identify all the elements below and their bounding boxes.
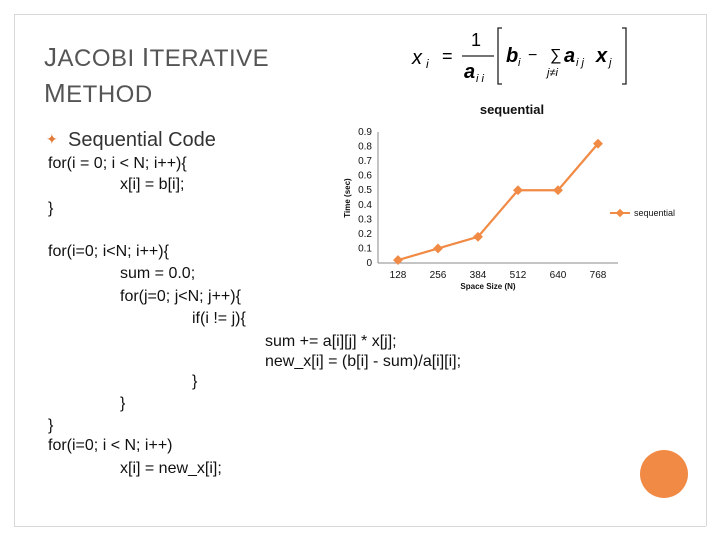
chart-y-tick-label: 0.7 xyxy=(358,156,372,168)
title-line-1 xyxy=(44,40,344,76)
slide-frame-left xyxy=(14,14,15,526)
slide-frame-bottom xyxy=(14,526,706,527)
chart-x-axis-label: Space Size (N) xyxy=(460,282,516,291)
code-line-1: for(i = 0; i < N; i++){ xyxy=(48,155,187,172)
chart-x-tick-label: 384 xyxy=(469,270,487,281)
code-line-2: x[i] = b[i]; xyxy=(120,176,185,193)
title-text-acobi: ACOBI xyxy=(57,45,142,72)
formula-lhs: x xyxy=(412,47,422,69)
formula-left-bracket xyxy=(498,28,502,84)
chart-x-tick-label: 256 xyxy=(429,270,447,281)
chart-y-tick-label: 0.5 xyxy=(358,185,372,197)
chart-y-ticks xyxy=(358,127,372,269)
code-line-6: for(j=0; j<N; j++){ xyxy=(120,288,241,305)
code-line-13: for(i=0; i < N; i++) xyxy=(48,437,173,454)
chart-y-axis-label: Time (sec) xyxy=(343,178,352,218)
formula-term-x-sub: j xyxy=(609,57,612,69)
code-line-8: sum += a[i][j] * x[j]; xyxy=(265,333,397,350)
formula-right-bracket xyxy=(622,28,626,84)
code-line-3: } xyxy=(48,200,54,217)
bullet-sequential-code xyxy=(46,128,216,151)
formula-term-a-sub: i j xyxy=(576,57,584,69)
title-line-2 xyxy=(44,76,344,112)
chart-axes xyxy=(378,132,618,263)
chart-legend xyxy=(610,208,675,218)
chart-y-tick-label: 0.8 xyxy=(358,141,372,153)
chart-series xyxy=(393,139,603,265)
chart-x-tick-label: 640 xyxy=(549,270,567,281)
title-cap-j: J xyxy=(44,42,58,72)
title-cap-m: M xyxy=(44,78,67,108)
code-line-10: } xyxy=(192,373,198,390)
chart-x-tick-label: 512 xyxy=(509,270,527,281)
formula-sum-under: j≠i xyxy=(547,67,558,79)
formula-denominator: a xyxy=(464,61,476,83)
code-line-14: x[i] = new_x[i]; xyxy=(120,460,222,477)
formula-denominator-sub: i i xyxy=(476,73,484,85)
bullet-mark-icon: ✦ xyxy=(46,131,58,147)
code-line-11: } xyxy=(120,395,126,412)
chart-y-tick-label: 0.9 xyxy=(358,127,372,138)
chart-y-tick-label: 0.4 xyxy=(358,199,372,211)
formula-term-b: b xyxy=(506,45,519,67)
bullet-text: Sequential Code xyxy=(68,129,216,151)
chart-y-tick-label: 0.2 xyxy=(358,228,372,240)
code-line-5: sum = 0.0; xyxy=(120,265,196,282)
title-text-ethod: ETHOD xyxy=(66,81,153,108)
chart-y-tick-label: 0.1 xyxy=(358,243,372,255)
slide-frame-top xyxy=(14,14,706,15)
jacobi-formula xyxy=(410,20,640,90)
formula-term-b-sub: i xyxy=(518,57,521,69)
formula-lhs-sub: i xyxy=(426,57,429,71)
chart-y-tick-label: 0.6 xyxy=(358,170,372,182)
decorative-orange-circle xyxy=(640,450,688,498)
formula-numerator: 1 xyxy=(471,30,482,50)
formula-sum-sign: ∑ xyxy=(550,47,562,64)
slide-title xyxy=(44,40,344,112)
code-line-12: } xyxy=(48,417,54,434)
chart-x-tick-label: 128 xyxy=(389,270,407,281)
chart-title: sequential xyxy=(479,102,545,117)
chart-y-tick-label: 0 xyxy=(366,258,372,269)
data-point xyxy=(393,255,403,265)
slide-frame-right xyxy=(706,14,707,526)
title-text-terative: TERATIVE xyxy=(149,45,270,72)
code-line-7: if(i != j){ xyxy=(192,310,246,327)
formula-equals: = xyxy=(442,46,453,66)
formula-term-a: a xyxy=(564,45,576,67)
formula-minus: − xyxy=(528,47,538,64)
chart-x-ticks xyxy=(390,270,607,281)
chart-x-tick-label: 768 xyxy=(589,270,607,281)
data-point xyxy=(433,243,443,253)
code-line-9: new_x[i] = (b[i] - sum)/a[i][i]; xyxy=(265,353,462,370)
code-line-4: for(i=0; i<N; i++){ xyxy=(48,243,169,260)
series-line-sequential xyxy=(398,144,598,260)
legend-label: sequential xyxy=(634,208,676,218)
legend-marker-swatch xyxy=(616,209,624,217)
sequential-line-chart xyxy=(330,92,700,302)
chart-y-tick-label: 0.3 xyxy=(358,214,372,226)
formula-term-x: x xyxy=(596,45,608,67)
title-cap-i: I xyxy=(141,42,150,72)
